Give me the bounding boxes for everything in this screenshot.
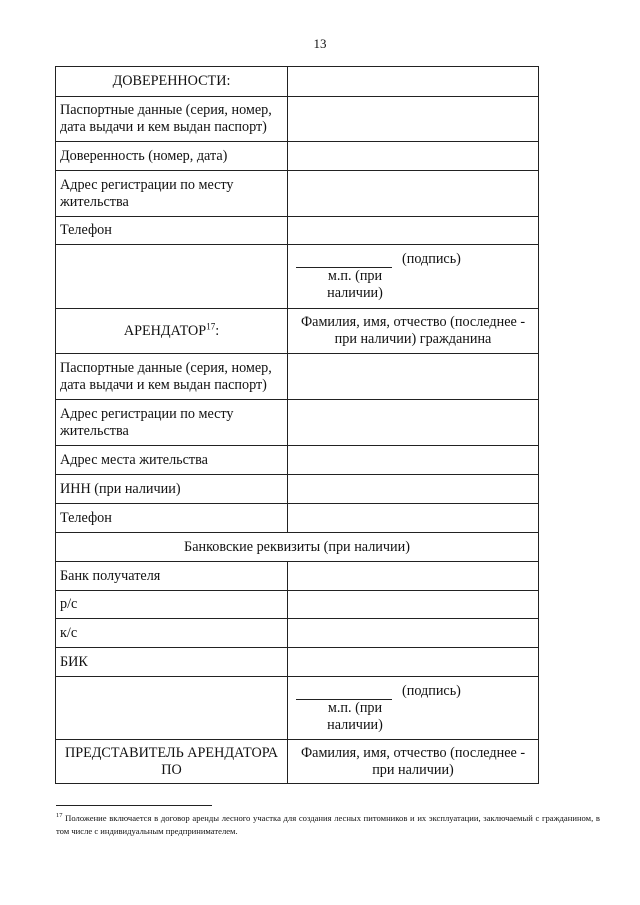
stamp-label: м.п. (при наличии) [327,699,383,733]
table-row [56,245,539,309]
section-heading-representative: ПРЕДСТАВИТЕЛЬ АРЕНДАТОРА ПО [56,740,288,784]
field-label: Паспортные данные (серия, номер, дата выдачи и кем выдан паспорт) [56,354,288,400]
value-cell [288,142,539,171]
lease-form-table [55,66,539,784]
value-cell [288,446,539,475]
signature-cell [288,245,539,309]
page-number: 13 [313,36,327,51]
footnote-text: Положение включается в договор аренды лесного участка для создания лесных питомников и их эксплуатации, заключаемый с гражданином, в том числе с индивидуальным предпринимателем. [56,813,600,836]
table-row [56,446,539,475]
table-row [56,217,539,245]
footnote-reference: 17 [206,320,216,331]
signature-cell [288,677,539,740]
table-row [56,677,539,740]
table-row [56,475,539,504]
bank-details-heading: Банковские реквизиты (при наличии) [56,533,539,562]
tenant-name-caption: Фамилия, имя, отчество (последнее - при наличии) гражданина [288,309,539,354]
table-row [56,400,539,446]
table-row [56,354,539,400]
signature-label: (подпись) [402,682,461,699]
signature-line-row [296,251,534,268]
signature-label: (подпись) [402,251,461,267]
empty-cell [56,245,288,309]
table-row [56,619,539,648]
value-cell [288,97,539,142]
value-cell [288,475,539,504]
footnote-divider [56,805,212,806]
table-row [56,740,539,784]
field-label: Телефон [56,217,288,245]
table-row [56,171,539,217]
field-label: к/с [56,619,288,648]
value-cell [288,354,539,400]
signature-line [296,687,392,700]
field-label: Доверенность (номер, дата) [56,142,288,171]
table-row [56,648,539,677]
field-label: Телефон [56,504,288,533]
representative-name-caption: Фамилия, имя, отчество (последнее - при наличии) [288,740,539,784]
tenant-heading-colon: : [215,322,220,339]
field-label: Адрес места жительства [56,446,288,475]
field-label: ИНН (при наличии) [56,475,288,504]
field-label: Паспортные данные (серия, номер, дата выдачи и кем выдан паспорт) [56,97,288,142]
table-row [56,97,539,142]
value-cell [288,67,539,97]
table-row [56,591,539,619]
table-row [56,142,539,171]
table-row [56,309,539,354]
table-row [56,562,539,591]
field-label: Адрес регистрации по месту жительства [56,171,288,217]
table-row [56,533,539,562]
value-cell [288,591,539,619]
footnote-number: 17 [56,812,63,820]
stamp-label: м.п. (при наличии) [327,268,383,301]
tenant-heading-text: АРЕНДАТОР [123,322,207,339]
field-label: р/с [56,591,288,619]
value-cell [288,504,539,533]
value-cell [288,648,539,677]
value-cell [288,217,539,245]
section-heading-proxy: ДОВЕРЕННОСТИ: [56,67,288,97]
field-label: Банк получателя [56,562,288,591]
signature-line [296,255,392,268]
footnote [56,812,600,838]
empty-cell [56,677,288,740]
signature-line-row [296,683,534,700]
value-cell [288,619,539,648]
field-label: БИК [56,648,288,677]
value-cell [288,562,539,591]
field-label: Адрес регистрации по месту жительства [56,400,288,446]
value-cell [288,400,539,446]
table-row [56,504,539,533]
section-heading-tenant [56,309,288,354]
value-cell [288,171,539,217]
table-row [56,67,539,97]
